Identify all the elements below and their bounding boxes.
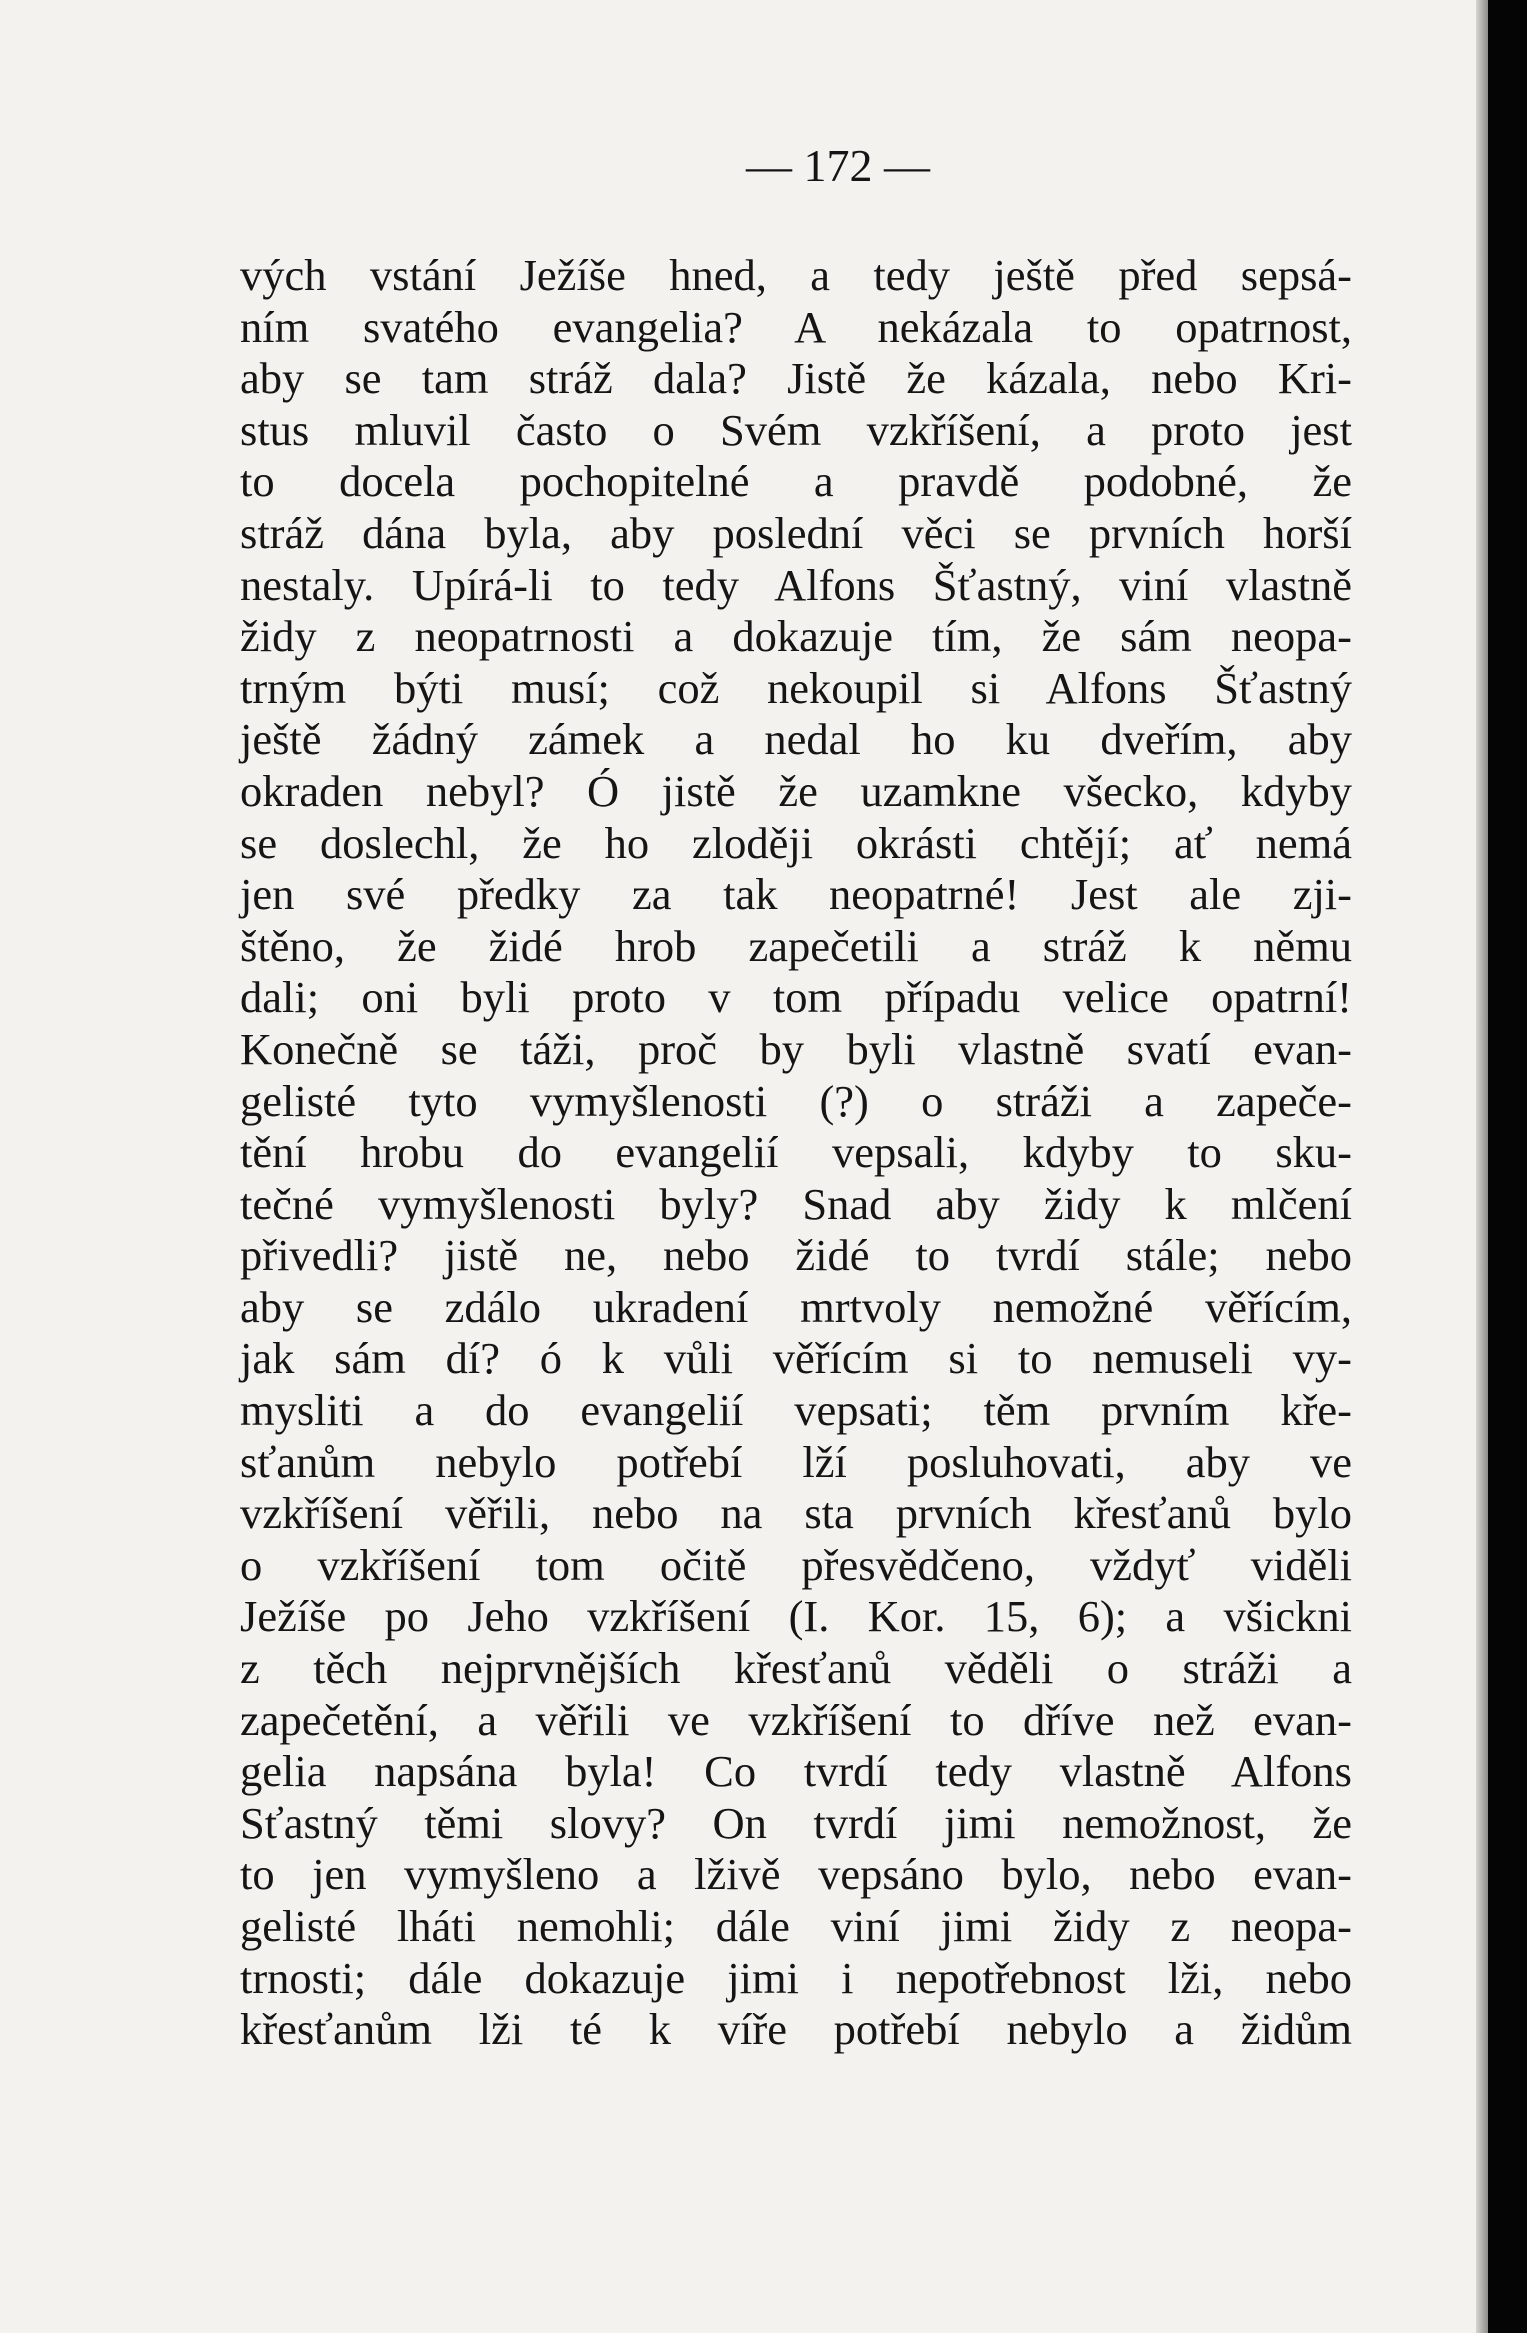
page-number-text: — 172 — (746, 140, 930, 191)
text-line: aby se zdálo ukradení mrtvoly nemožné věřícím, (240, 1281, 1352, 1332)
text-line: Konečně se táži, proč by byli vlastně svatí evan- (240, 1023, 1352, 1074)
text-line: jen své předky za tak neopatrné! Jest ale zji- (240, 869, 1352, 920)
text-line: to docela pochopitelné a pravdě podobné, že (240, 456, 1352, 507)
scan-border (1488, 0, 1527, 2333)
text-line: okraden nebyl? Ó jistě že uzamkne všecko, kdyby (240, 765, 1352, 816)
text-line: to jen vymyšleno a lživě vepsáno bylo, nebo evan- (240, 1849, 1352, 1900)
text-line: stus mluvil často o Svém vzkříšení, a proto jest (240, 404, 1352, 455)
text-line: vých vstání Ježíše hned, a tedy ještě před sepsá- (240, 250, 1352, 300)
text-line: dali; oni byli proto v tom případu velice opatrní! (240, 972, 1352, 1023)
page-number (0, 138, 1180, 194)
text-line: jak sám dí? ó k vůli věřícím si to nemuseli vy- (240, 1333, 1352, 1384)
text-line: štěno, že židé hrob zapečetili a stráž k němu (240, 920, 1352, 971)
page-edge-shadow (1476, 0, 1488, 2333)
text-line: tění hrobu do evangelií vepsali, kdyby to sku- (240, 1127, 1352, 1178)
text-line: vzkříšení věřili, nebo na sta prvních křesťanů bylo (240, 1488, 1352, 1539)
text-line: ním svatého evangelia? A nekázala to opatrnost, (240, 301, 1352, 352)
text-line: trným býti musí; což nekoupil si Alfons Šťastný (240, 662, 1352, 713)
text-line: aby se tam stráž dala? Jistě že kázala, nebo Kri- (240, 353, 1352, 404)
body-text (240, 250, 1352, 2056)
text-line: gelia napsána byla! Co tvrdí tedy vlastně Alfons (240, 1746, 1352, 1797)
text-line: zapečetění, a věřili ve vzkříšení to dříve než evan- (240, 1694, 1352, 1745)
text-line: se doslechl, že ho zloději okrásti chtějí; ať nemá (240, 817, 1352, 868)
text-line: přivedli? jistě ne, nebo židé to tvrdí stále; nebo (240, 1230, 1352, 1281)
text-line: tečné vymyšlenosti byly? Snad aby židy k mlčení (240, 1178, 1352, 1229)
text-line: mysliti a do evangelií vepsati; těm prvním kře- (240, 1385, 1352, 1436)
text-line: gelisté tyto vymyšlenosti (?) o stráži a zapeče- (240, 1075, 1352, 1126)
text-line: nestaly. Upírá-li to tedy Alfons Šťastný, viní vlastně (240, 559, 1352, 610)
text-line: trnosti; dále dokazuje jimi i nepotřebnost lži, nebo (240, 1952, 1352, 2003)
text-line: stráž dána byla, aby poslední věci se prvních horší (240, 507, 1352, 558)
text-line: z těch nejprvnějších křesťanů věděli o stráži a (240, 1643, 1352, 1694)
text-line: o vzkříšení tom očitě přesvědčeno, vždyť viděli (240, 1539, 1352, 1590)
text-line: Ježíše po Jeho vzkříšení (I. Kor. 15, 6); a všickni (240, 1591, 1352, 1642)
text-line: ještě žádný zámek a nedal ho ku dveřím, aby (240, 714, 1352, 765)
text-line: gelisté lháti nemohli; dále viní jimi židy z neopa- (240, 1901, 1352, 1951)
text-line: sťanům nebylo potřebí lží posluhovati, aby ve (240, 1436, 1352, 1487)
text-line: křesťanům lži té k víře potřebí nebylo a židům (240, 2004, 1352, 2055)
text-line: Sťastný těmi slovy? On tvrdí jimi nemožnost, že (240, 1797, 1352, 1848)
text-line: židy z neopatrnosti a dokazuje tím, že sám neopa- (240, 611, 1352, 662)
